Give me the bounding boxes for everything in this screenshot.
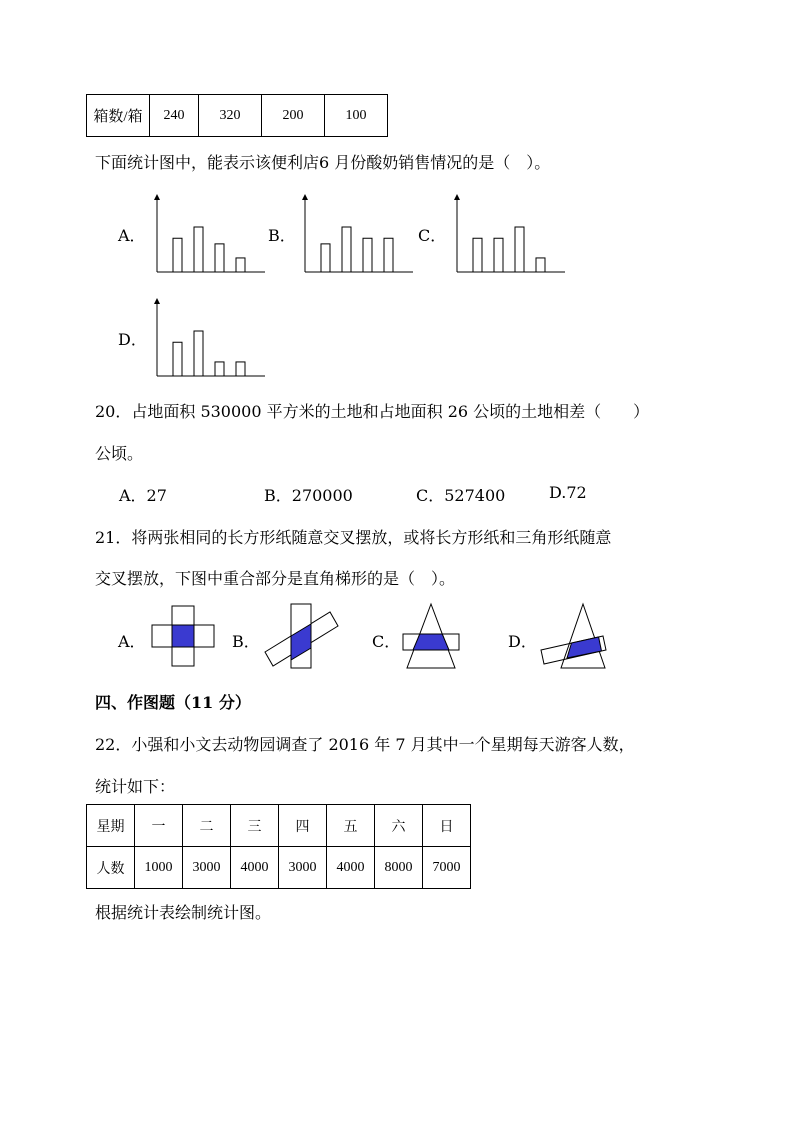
- y-axis-arrow: [154, 298, 160, 304]
- table-cell-day: 三: [231, 805, 279, 847]
- chart-bar: [173, 238, 182, 272]
- chart-bar: [236, 362, 245, 376]
- table-cell-count: 7000: [423, 847, 471, 889]
- q21-figure-a-cross[interactable]: [152, 606, 214, 666]
- table-cell-count: 1000: [135, 847, 183, 889]
- table-cell-count: 3000: [183, 847, 231, 889]
- chart-bar: [173, 342, 182, 376]
- chart-bar: [342, 227, 351, 272]
- q19-option-c-label[interactable]: C．: [418, 226, 447, 245]
- table-cell: 100: [325, 95, 388, 137]
- q22-instruction: 根据统计表绘制统计图。: [95, 903, 272, 922]
- q21-option-b-label[interactable]: B．: [232, 632, 260, 651]
- table-cell-day: 二: [183, 805, 231, 847]
- table-cell: 240: [150, 95, 199, 137]
- q19-option-a-label[interactable]: A．: [118, 226, 146, 245]
- chart-bar: [515, 227, 524, 272]
- section4-title: 四、作图题（11 分）: [95, 693, 251, 712]
- table-cell-count: 4000: [327, 847, 375, 889]
- table-cell-count: 3000: [279, 847, 327, 889]
- q21-figure-c-triangle-rectangle[interactable]: [403, 604, 459, 668]
- q21-line2: 交叉摆放，下图中重合部分是直角梯形的是（ ）。: [95, 569, 456, 588]
- chart-bar: [215, 244, 224, 272]
- table-cell-count: 4000: [231, 847, 279, 889]
- q20-option-c[interactable]: C．527400: [416, 486, 506, 505]
- q21-option-a-label[interactable]: A．: [118, 632, 146, 651]
- q22-line2: 统计如下：: [95, 777, 176, 796]
- yogurt-sales-table: [86, 94, 388, 137]
- q20-option-b[interactable]: B．270000: [264, 486, 353, 505]
- table-cell-day: 一: [135, 805, 183, 847]
- chart-bar: [215, 362, 224, 376]
- q19-prompt: 下面统计图中，能表示该便利店6 月份酸奶销售情况的是（ ）。: [95, 153, 551, 172]
- q20-line2: 公顷。: [95, 444, 144, 463]
- q21-line1: 21．将两张相同的长方形纸随意交叉摆放，或将长方形纸和三角形纸随意: [95, 528, 612, 547]
- chart-bar: [321, 244, 330, 272]
- q20-line1: 20．占地面积 530000 平方米的土地和占地面积 26 公顷的土地相差（ ）: [95, 402, 650, 421]
- q19-chart-a[interactable]: [150, 192, 270, 277]
- q20-option-a[interactable]: A．27: [119, 486, 167, 505]
- q21-figure-d-triangle-tilted-rectangle[interactable]: [541, 604, 605, 668]
- table-cell: 200: [262, 95, 325, 137]
- table-header-boxes: 箱数/箱: [87, 95, 150, 137]
- table-cell-day: 日: [423, 805, 471, 847]
- chart-bar: [494, 238, 503, 272]
- table-header-weekday: 星期: [87, 805, 135, 847]
- chart-bar: [194, 331, 203, 376]
- table-cell-count: 8000: [375, 847, 423, 889]
- chart-bar: [194, 227, 203, 272]
- q19-chart-d[interactable]: [150, 296, 274, 381]
- q22-line1: 22．小强和小文去动物园调查了 2016 年 7 月其中一个星期每天游客人数，: [95, 735, 635, 754]
- table-cell-day: 六: [375, 805, 423, 847]
- chart-bar: [384, 238, 393, 272]
- q21-option-d-label[interactable]: D．: [508, 632, 537, 651]
- chart-bar: [536, 258, 545, 272]
- chart-bar: [363, 238, 372, 272]
- table-cell: 320: [199, 95, 262, 137]
- y-axis-arrow: [154, 194, 160, 200]
- q21-option-c-label[interactable]: C．: [372, 632, 401, 651]
- q20-option-d[interactable]: D.72: [549, 483, 587, 502]
- q21-figure-b-crossed-rectangles[interactable]: [262, 604, 338, 668]
- q19-chart-c[interactable]: [450, 192, 574, 277]
- y-axis-arrow: [302, 194, 308, 200]
- q19-chart-b[interactable]: [298, 192, 422, 277]
- q19-option-d-label[interactable]: D．: [118, 330, 147, 349]
- y-axis-arrow: [454, 194, 460, 200]
- table-header-count: 人数: [87, 847, 135, 889]
- visitors-table: [86, 804, 471, 889]
- table-cell-day: 四: [279, 805, 327, 847]
- table-cell-day: 五: [327, 805, 375, 847]
- chart-bar: [236, 258, 245, 272]
- chart-bar: [473, 238, 482, 272]
- q19-option-b-label[interactable]: B．: [268, 226, 296, 245]
